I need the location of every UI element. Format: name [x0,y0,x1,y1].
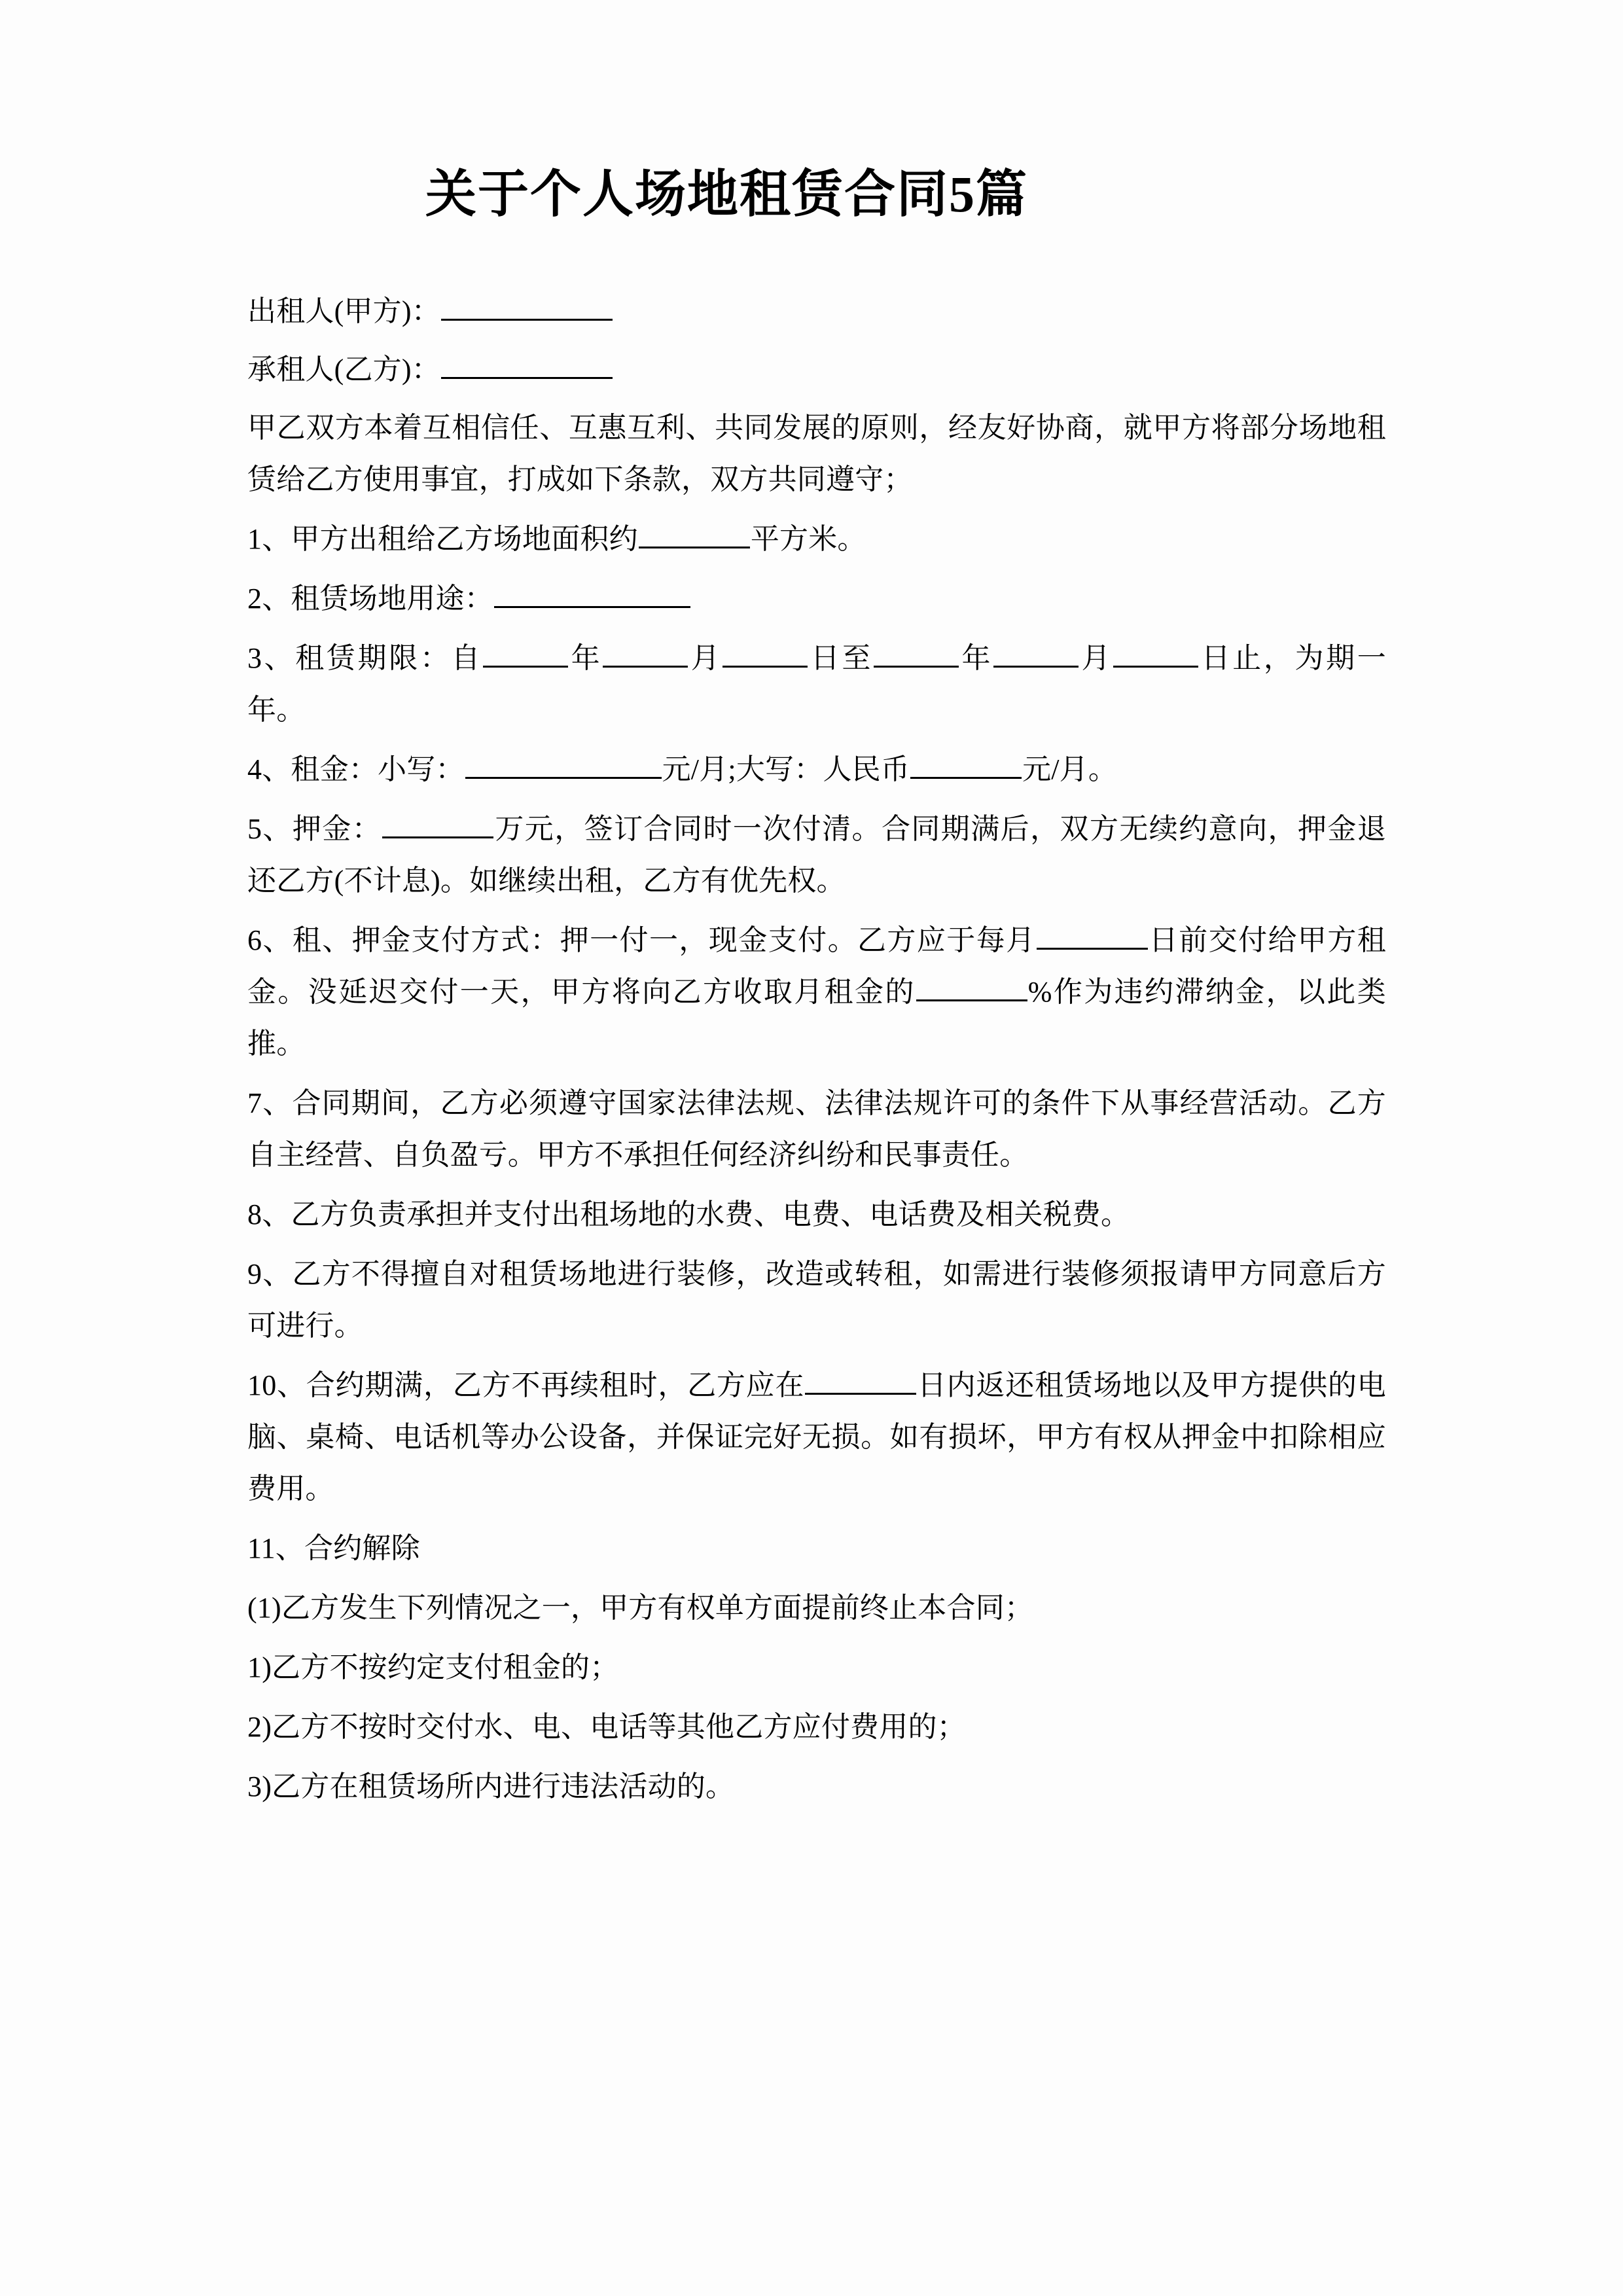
clause-3-start-day-blank[interactable] [722,638,808,668]
clause-3-end-year-blank[interactable] [874,638,959,668]
lessee-blank[interactable] [441,350,613,379]
clause-11-text: 合约解除 [304,1532,420,1564]
clause-4-rent-digits-blank[interactable] [465,749,662,779]
clause-4 [247,744,1386,795]
clause-1 [247,513,1386,565]
clause-8-text: 乙方负责承担并支付出租场地的水费、电费、电话费及相关税费。 [291,1198,1130,1230]
lessor-label: 出租人(甲方)： [247,295,440,327]
clause-1-text-before: 甲方出租给乙方场地面积约 [291,522,638,555]
sub-clause-2: 1)乙方不按约定支付租金的； [247,1651,619,1683]
clause-3-start-year-blank[interactable] [483,638,568,668]
clause-5-text-a: 押金： [292,812,382,845]
clause-3-seg-3: 日至 [808,641,873,674]
clause-10-return-days-blank[interactable] [805,1365,916,1395]
clause-10-text-a: 合约期满，乙方不再续租时，乙方应在 [306,1369,805,1401]
clause-8 [247,1189,1386,1240]
clause-6-text-b: 日前交付给甲方租金。没延迟交付一天，甲方将向乙方收取月租金的 [247,924,1386,1008]
clause-1-text-after: 平方米。 [750,522,866,555]
clause-7-number: 7、 [247,1086,293,1119]
lessor-blank[interactable] [441,291,613,321]
clause-4-text-c: 元/月。 [1022,753,1118,785]
clause-6-text-c: %作为违约滞纳金，以此类推。 [247,975,1386,1060]
lessee-label: 承租人(乙方)： [247,353,440,386]
clause-9 [247,1248,1386,1352]
clause-6-text-a: 租、押金支付方式：押一付一，现金支付。乙方应于每月 [292,924,1036,956]
clause-3-seg-4: 年 [959,641,993,674]
clause-3 [247,632,1386,736]
clause-5-deposit-blank[interactable] [382,809,493,838]
clause-3-start-month-blank[interactable] [603,638,688,668]
clause-6-number: 6、 [247,924,293,956]
clause-4-number: 4、 [247,753,291,785]
clause-2 [247,573,1386,624]
clause-9-text: 乙方不得擅自对租赁场地进行装修，改造或转租，如需进行装修须报请甲方同意后方可进行。 [247,1257,1386,1342]
clause-10 [247,1359,1386,1515]
document-body [247,164,1386,1820]
sub-clause-4: 3)乙方在租赁场所内进行违法活动的。 [247,1770,735,1803]
lessee-line [247,344,1386,395]
clause-10-number: 10、 [247,1369,306,1401]
clause-4-rent-words-blank[interactable] [910,749,1022,779]
clause-2-number: 2、 [247,582,291,615]
clause-3-number: 3、 [247,641,296,674]
clause-10-text-b: 日内返还租赁场地以及甲方提供的电脑、桌椅、电话机等办公设备，并保证完好无损。如有损坏，甲方有权从押金中扣除相应费用。 [247,1369,1386,1505]
clause-5 [247,803,1386,906]
sub-clause-1: (1)乙方发生下列情况之一，甲方有权单方面提前终止本合同； [247,1591,1034,1624]
lessor-line [247,285,1386,337]
clause-5-text-b: 万元，签订合同时一次付清。合同期满后，双方无续约意向，押金退还乙方(不计息)。如继续出租，乙方有优先权。 [247,812,1386,897]
clause-6-penalty-rate-blank[interactable] [916,972,1027,1001]
clause-11 [247,1522,1386,1574]
clause-6 [247,914,1386,1069]
clause-3-end-day-blank[interactable] [1113,638,1198,668]
clause-6-payday-blank[interactable] [1037,920,1148,950]
clause-1-area-blank[interactable] [639,519,750,548]
clause-4-text-b: 元/月;大写：人民币 [662,753,910,785]
sub-clause-3: 2)乙方不按时交付水、电、电话等其他乙方应付费用的； [247,1710,966,1743]
page-title: 关于个人场地租赁合同5篇 [425,166,1029,223]
clause-2-text-before: 租赁场地用途： [291,582,493,615]
clause-7-text: 合同期间，乙方必须遵守国家法律法规、法律法规许可的条件下从事经营活动。乙方自主经营、自负盈亏。甲方不承担任何经济纠纷和民事责任。 [247,1086,1386,1171]
clause-3-tail: 日止，为期一年。 [247,641,1386,726]
clause-5-number: 5、 [247,812,293,845]
clause-11-number: 11、 [247,1532,304,1564]
clause-3-end-month-blank[interactable] [993,638,1079,668]
clause-9-number: 9、 [247,1257,293,1290]
clause-8-number: 8、 [247,1198,291,1230]
clause-3-seg-2: 月 [688,641,722,674]
clause-3-seg-1: 年 [569,641,603,674]
clause-4-text-a: 租金：小写： [291,753,465,785]
clause-1-number: 1、 [247,522,291,555]
clause-3-seg-0: 租赁期限：自 [295,641,483,674]
clause-2-usage-blank[interactable] [494,579,690,608]
preamble-paragraph: 甲乙双方本着互相信任、互惠互利、共同发展的原则，经友好协商，就甲方将部分场地租赁给乙方使用事宜，打成如下条款，双方共同遵守； [247,411,1386,495]
clause-3-seg-5: 月 [1079,641,1113,674]
clause-7 [247,1077,1386,1181]
